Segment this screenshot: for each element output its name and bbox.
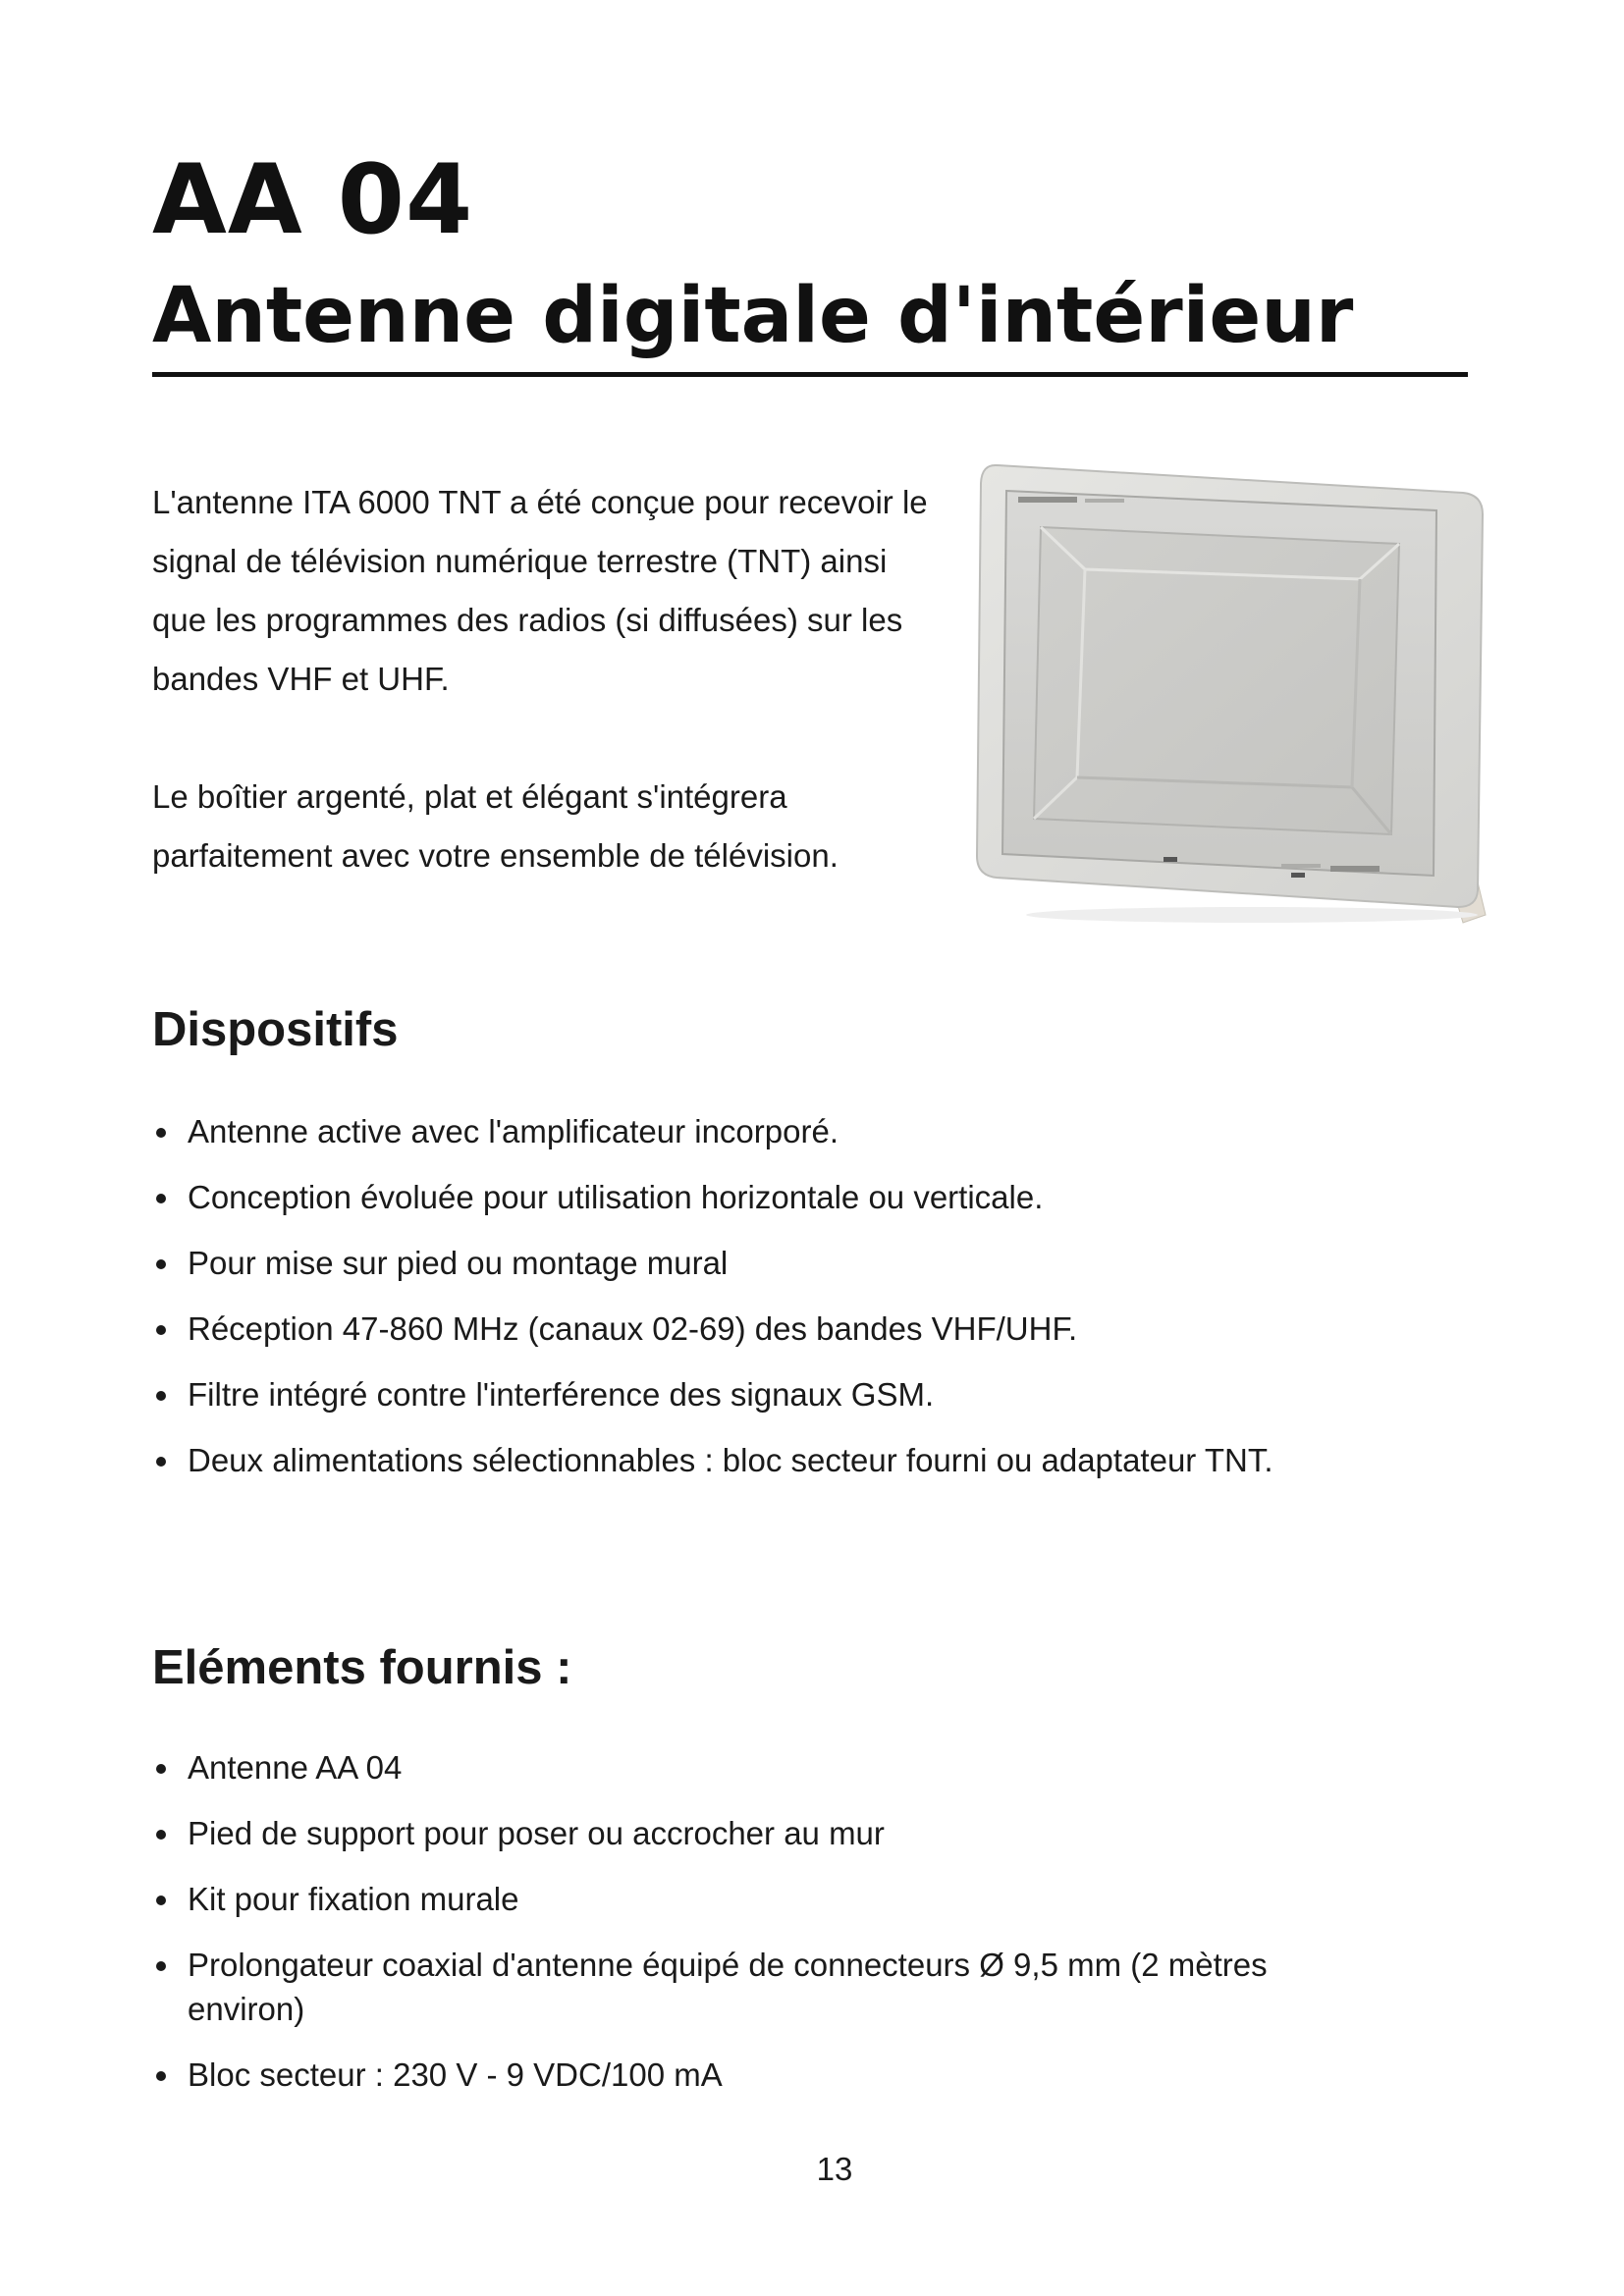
list-item: Filtre intégré contre l'interférence des signaux GSM. <box>152 1372 1468 1416</box>
intro-paragraph-1: L'antenne ITA 6000 TNT a été conçue pour recevoir le signal de télévision numérique terrestre (TNT) ainsi que les programmes des radios (si diffusées) sur les bandes VHF et UHF. <box>152 484 928 697</box>
supplied-heading: Eléments fournis : <box>152 1641 572 1694</box>
intro-paragraph-2: Le boîtier argenté, plat et élégant s'intégrera parfaitement avec votre ensemble de télévision. <box>152 778 839 874</box>
antenna-logo-top <box>1018 497 1077 503</box>
supplied-list <box>152 1745 1468 2097</box>
antenna-shadow <box>1026 907 1478 923</box>
features-heading: Dispositifs <box>152 1003 399 1056</box>
list-item: Conception évoluée pour utilisation horizontale ou verticale. <box>152 1175 1468 1219</box>
list-item: Pied de support pour poser ou accrocher au mur <box>152 1811 1468 1855</box>
antenna-product-photo <box>967 454 1492 925</box>
list-item: Antenne AA 04 <box>152 1745 1468 1789</box>
intro-text <box>152 473 938 885</box>
list-item: Antenne active avec l'amplificateur incorporé. <box>152 1109 1468 1153</box>
list-item: Réception 47-860 MHz (canaux 02-69) des bandes VHF/UHF. <box>152 1307 1468 1351</box>
antenna-logo-bottom <box>1330 866 1380 872</box>
list-item: Kit pour fixation murale <box>152 1877 1468 1921</box>
page-title-model: AA 04 <box>152 144 474 256</box>
page-number: 13 <box>816 2151 853 2187</box>
list-item: Pour mise sur pied ou montage mural <box>152 1241 1468 1285</box>
list-item: Bloc secteur : 230 V - 9 VDC/100 mA <box>152 2053 1468 2097</box>
features-list <box>152 1109 1468 1482</box>
list-item: Deux alimentations sélectionnables : bloc secteur fourni ou adaptateur TNT. <box>152 1438 1468 1482</box>
page-title-name: Antenne digitale d'intérieur <box>152 272 1354 360</box>
title-underline <box>152 372 1468 377</box>
list-item: Prolongateur coaxial d'antenne équipé de connecteurs Ø 9,5 mm (2 mètres environ) <box>152 1943 1468 2031</box>
